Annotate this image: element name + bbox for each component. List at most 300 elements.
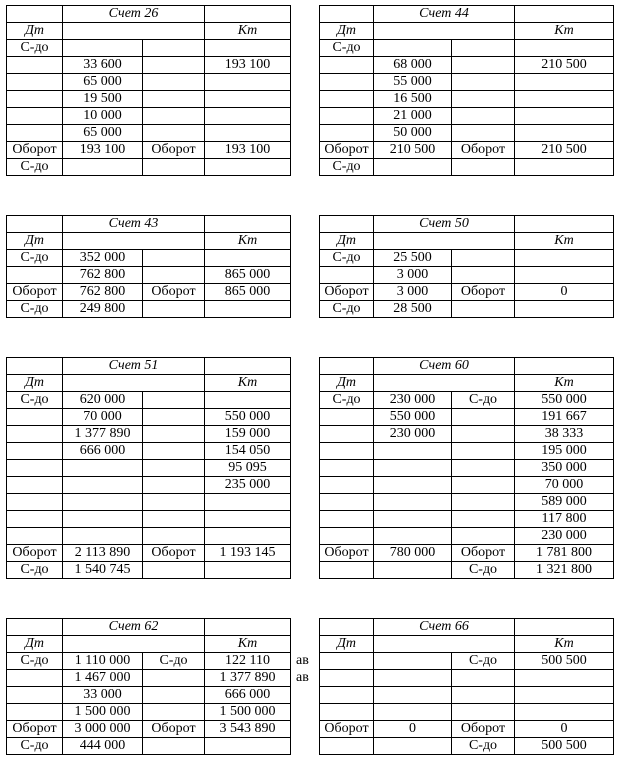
empty-cell [320,409,374,426]
value-cell: С-до [320,392,374,409]
empty-cell [63,40,143,57]
value-cell: 65 000 [63,125,143,142]
value-cell: 500 500 [515,738,614,755]
table-row [7,545,291,562]
value-cell: С-до [320,159,374,176]
empty-cell [63,460,143,477]
credit-header: Кт [205,233,291,250]
value-cell: 33 600 [63,57,143,74]
table-row [320,443,614,460]
accounts-grid [6,5,619,755]
table-row [7,267,291,284]
value-cell: С-до [320,250,374,267]
value-cell: 865 000 [205,284,291,301]
empty-cell [63,477,143,494]
account-table-26 [6,5,291,176]
value-cell: С-до [452,653,515,670]
credit-header: Кт [515,375,614,392]
empty-cell [7,687,63,704]
empty-cell [515,216,614,233]
empty-cell [320,738,374,755]
value-cell: Оборот [143,284,205,301]
empty-cell [63,528,143,545]
empty-cell [63,494,143,511]
value-cell: С-до [7,40,63,57]
empty-cell [374,670,452,687]
table-row [7,687,291,704]
value-cell: 3 543 890 [205,721,291,738]
table-row [320,528,614,545]
empty-cell [515,267,614,284]
empty-cell [515,6,614,23]
empty-cell [452,409,515,426]
empty-cell [320,670,374,687]
account-title-row [320,358,614,375]
value-cell: 666 000 [63,443,143,460]
table-row [7,40,291,57]
empty-cell [143,528,205,545]
table-row [7,494,291,511]
empty-cell [143,670,205,687]
account-header-row [7,375,291,392]
empty-cell [374,704,452,721]
empty-cell [374,40,452,57]
table-row [7,284,291,301]
value-cell: 1 467 000 [63,670,143,687]
account-title-row [320,216,614,233]
value-cell: Оборот [143,721,205,738]
empty-cell [7,619,63,636]
debit-header: Дт [7,233,63,250]
account-title-row [320,6,614,23]
empty-cell [452,687,515,704]
value-cell: 0 [515,721,614,738]
empty-cell [7,704,63,721]
account-title-row [7,216,291,233]
value-cell: С-до [7,562,63,579]
empty-cell [205,392,291,409]
value-cell: 620 000 [63,392,143,409]
value-cell: 21 000 [374,108,452,125]
value-cell: Оборот [320,545,374,562]
value-cell: 762 800 [63,284,143,301]
empty-cell [515,74,614,91]
empty-cell [515,40,614,57]
value-cell: 0 [515,284,614,301]
empty-cell [452,267,515,284]
empty-cell [7,409,63,426]
table-row [320,545,614,562]
table-row [7,653,291,670]
table-row [320,511,614,528]
empty-cell [452,159,515,176]
value-cell: Оборот [320,284,374,301]
table-row [7,477,291,494]
table-row [320,704,614,721]
empty-cell [374,528,452,545]
value-cell: 589 000 [515,494,614,511]
value-cell: 3 000 [374,284,452,301]
value-cell: Оборот [7,721,63,738]
empty-cell [452,528,515,545]
empty-cell [205,74,291,91]
empty-cell [452,250,515,267]
empty-cell [515,301,614,318]
table-row [7,562,291,579]
empty-cell [452,494,515,511]
empty-cell [7,57,63,74]
table-row [7,721,291,738]
debit-header: Дт [320,375,374,392]
empty-cell [374,159,452,176]
account-title: Счет 60 [374,358,515,375]
value-cell: Оборот [143,142,205,159]
account-header-row [7,23,291,40]
value-cell: Оборот [452,721,515,738]
value-cell: 38 333 [515,426,614,443]
account-title: Счет 26 [63,6,205,23]
table-row [320,562,614,579]
account-header-row [7,233,291,250]
empty-cell [374,562,452,579]
value-cell: 2 113 890 [63,545,143,562]
empty-cell [205,562,291,579]
value-cell: Оборот [320,721,374,738]
value-cell: 550 000 [205,409,291,426]
credit-header: Кт [515,636,614,653]
table-row [320,494,614,511]
empty-cell [452,91,515,108]
value-cell: 193 100 [205,142,291,159]
empty-cell [320,125,374,142]
empty-cell [205,40,291,57]
empty-cell [7,74,63,91]
empty-cell [374,738,452,755]
value-cell: Оборот [143,545,205,562]
empty-cell [452,57,515,74]
empty-cell [515,619,614,636]
account-header-row [7,636,291,653]
account-title: Счет 44 [374,6,515,23]
table-row [320,460,614,477]
value-cell: 159 000 [205,426,291,443]
accounts-band [6,618,619,755]
table-row [7,443,291,460]
empty-cell [320,562,374,579]
value-cell: Оборот [452,142,515,159]
table-row [7,108,291,125]
table-row [320,477,614,494]
empty-cell [205,91,291,108]
table-row [7,125,291,142]
account-51 [6,357,291,579]
value-cell: 19 500 [63,91,143,108]
value-cell: Оборот [7,142,63,159]
value-cell: 65 000 [63,74,143,91]
empty-cell [143,74,205,91]
table-row [320,125,614,142]
value-cell: Оборот [7,545,63,562]
credit-header: Кт [515,23,614,40]
empty-cell [205,301,291,318]
table-row [320,74,614,91]
value-cell: 249 800 [63,301,143,318]
empty-cell [143,738,205,755]
empty-cell [320,108,374,125]
empty-cell [320,216,374,233]
value-cell: 195 000 [515,443,614,460]
empty-cell [320,619,374,636]
account-title: Счет 62 [63,619,205,636]
value-cell: 3 000 [374,267,452,284]
value-cell: С-до [452,738,515,755]
value-cell: 1 321 800 [515,562,614,579]
accounts-band [6,5,619,176]
empty-cell [143,687,205,704]
account-table-66 [319,618,614,755]
empty-cell [205,6,291,23]
value-cell: 666 000 [205,687,291,704]
account-header-row [320,636,614,653]
empty-cell [7,494,63,511]
account-table-62 [6,618,291,755]
table-row [320,301,614,318]
debit-header: Дт [7,23,63,40]
value-cell: Оборот [452,545,515,562]
debit-header: Дт [320,233,374,250]
empty-cell [205,250,291,267]
account-table-43 [6,215,291,318]
empty-cell [374,375,515,392]
empty-cell [320,653,374,670]
empty-cell [143,443,205,460]
empty-cell [452,301,515,318]
empty-cell [205,108,291,125]
value-cell: С-до [7,392,63,409]
empty-cell [374,511,452,528]
empty-cell [7,426,63,443]
table-row [320,687,614,704]
empty-cell [143,267,205,284]
empty-cell [515,125,614,142]
empty-cell [7,443,63,460]
empty-cell [7,511,63,528]
debit-header: Дт [7,636,63,653]
empty-cell [320,494,374,511]
empty-cell [320,57,374,74]
empty-cell [374,443,452,460]
value-cell: 1 110 000 [63,653,143,670]
empty-cell [320,267,374,284]
value-cell: 3 000 000 [63,721,143,738]
accounts-band [6,215,619,318]
account-header-row [320,233,614,250]
empty-cell [320,460,374,477]
debit-header: Дт [7,375,63,392]
empty-cell [205,125,291,142]
empty-cell [320,477,374,494]
account-62 [6,618,309,755]
value-cell: 1 377 890 [205,670,291,687]
value-cell: 193 100 [205,57,291,74]
value-cell: 193 100 [63,142,143,159]
empty-cell [7,6,63,23]
account-50 [319,215,614,318]
value-cell: С-до [320,40,374,57]
empty-cell [452,460,515,477]
empty-cell [374,494,452,511]
accounts-band [6,357,619,579]
empty-cell [452,426,515,443]
empty-cell [452,40,515,57]
value-cell: 16 500 [374,91,452,108]
empty-cell [143,409,205,426]
value-cell: 95 095 [205,460,291,477]
account-43 [6,215,291,318]
value-cell: 444 000 [63,738,143,755]
empty-cell [143,704,205,721]
table-row [320,284,614,301]
empty-cell [205,528,291,545]
table-row [7,159,291,176]
empty-cell [143,250,205,267]
value-cell: 1 193 145 [205,545,291,562]
account-26 [6,5,291,176]
table-row [320,670,614,687]
account-table-51 [6,357,291,579]
empty-cell [205,511,291,528]
empty-cell [205,358,291,375]
value-cell: 1 500 000 [63,704,143,721]
empty-cell [143,426,205,443]
empty-cell [452,74,515,91]
value-cell: Оборот [452,284,515,301]
empty-cell [374,687,452,704]
empty-cell [63,511,143,528]
empty-cell [452,125,515,142]
value-cell: С-до [143,653,205,670]
empty-cell [7,528,63,545]
empty-cell [63,159,143,176]
table-row [320,142,614,159]
empty-cell [320,528,374,545]
empty-cell [63,375,205,392]
value-cell: 230 000 [374,392,452,409]
margin-annotation: ав [296,670,309,685]
empty-cell [7,477,63,494]
account-table-44 [319,5,614,176]
table-row [320,108,614,125]
empty-cell [63,23,205,40]
value-cell: С-до [7,159,63,176]
value-cell: 28 500 [374,301,452,318]
table-row [320,738,614,755]
empty-cell [143,40,205,57]
empty-cell [374,636,515,653]
value-cell: 122 110 [205,653,291,670]
empty-cell [7,670,63,687]
value-cell: 117 800 [515,511,614,528]
empty-cell [143,511,205,528]
table-row [320,159,614,176]
empty-cell [320,687,374,704]
empty-cell [143,91,205,108]
empty-cell [452,477,515,494]
table-row [7,409,291,426]
empty-cell [515,91,614,108]
value-cell: С-до [452,392,515,409]
account-title: Счет 43 [63,216,205,233]
empty-cell [320,511,374,528]
empty-cell [452,511,515,528]
empty-cell [452,443,515,460]
empty-cell [7,460,63,477]
empty-cell [7,125,63,142]
account-table-50 [319,215,614,318]
table-row [320,91,614,108]
empty-cell [7,358,63,375]
empty-cell [143,57,205,74]
empty-cell [515,108,614,125]
account-title: Счет 50 [374,216,515,233]
account-header-row [320,23,614,40]
value-cell: 50 000 [374,125,452,142]
table-row [320,426,614,443]
empty-cell [143,562,205,579]
credit-header: Кт [205,636,291,653]
table-row [7,460,291,477]
value-cell: С-до [7,653,63,670]
empty-cell [320,6,374,23]
empty-cell [143,125,205,142]
empty-cell [143,301,205,318]
empty-cell [452,704,515,721]
empty-cell [7,216,63,233]
empty-cell [63,233,205,250]
value-cell: 550 000 [374,409,452,426]
credit-header: Кт [205,23,291,40]
value-cell: 210 500 [515,57,614,74]
account-60 [319,357,614,579]
table-row [320,721,614,738]
value-cell: 1 781 800 [515,545,614,562]
empty-cell [205,494,291,511]
table-row [7,74,291,91]
value-cell: 1 377 890 [63,426,143,443]
empty-cell [143,108,205,125]
value-cell: 0 [374,721,452,738]
table-row [7,738,291,755]
value-cell: 68 000 [374,57,452,74]
value-cell: 55 000 [374,74,452,91]
table-row [7,511,291,528]
empty-cell [452,670,515,687]
table-row [7,142,291,159]
empty-cell [374,653,452,670]
table-row [320,250,614,267]
table-row [320,392,614,409]
empty-cell [320,91,374,108]
value-cell: С-до [7,250,63,267]
empty-cell [143,392,205,409]
empty-cell [320,358,374,375]
table-row [320,40,614,57]
empty-cell [7,108,63,125]
account-header-row [320,375,614,392]
empty-cell [515,687,614,704]
empty-cell [143,159,205,176]
value-cell: 762 800 [63,267,143,284]
